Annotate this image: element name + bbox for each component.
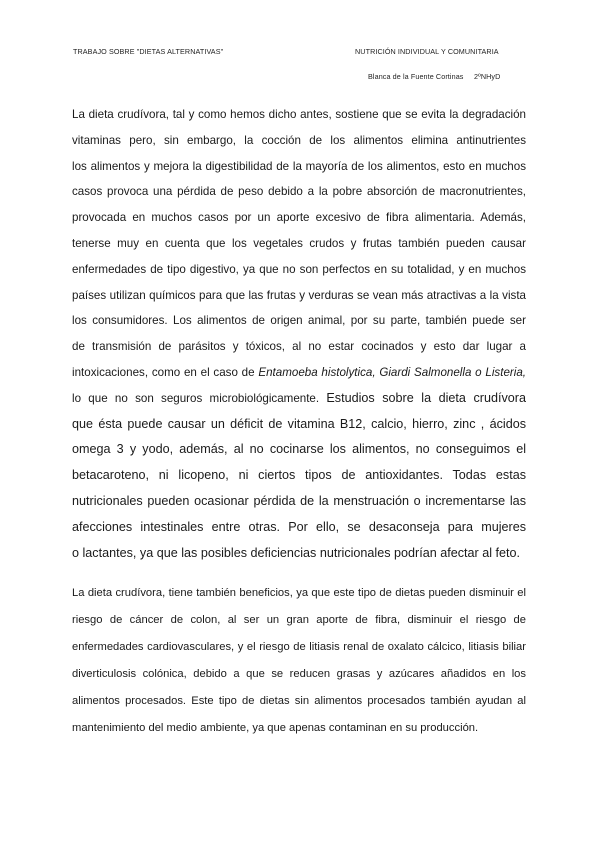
- header-left-title: TRABAJO SOBRE "DIETAS ALTERNATIVAS": [73, 47, 224, 56]
- paragraph-2-line: diverticulosis colónica, debido a que se reducen grasas y azúcares añadidos en los: [72, 668, 526, 680]
- paragraph-1-line: La dieta crudívora, tal y como hemos dicho antes, sostiene que se evita la degradación: [72, 108, 526, 121]
- paragraph-1-line: países utilizan químicos para que las frutas y verduras se vean más atractivas a la vista: [72, 288, 526, 302]
- header-author-line: [368, 72, 500, 81]
- header-course: 2ºNHyD: [474, 72, 501, 81]
- paragraph-1-line: los alimentos y mejora la digestibilidad de la mayoría de los alimentos, esto en muchos: [72, 159, 526, 173]
- paragraph-1-line: vitaminas pero, sin embargo, la cocción de los alimentos elimina antinutrientes: [72, 133, 526, 147]
- line-text: Estudios sobre la dieta crudívora: [326, 390, 526, 405]
- paragraph-2-line: mantenimiento del medio ambiente, ya que apenas contaminan en su producción.: [72, 722, 479, 734]
- paragraph-1-line: [72, 386, 526, 412]
- paragraph-1-line: afecciones intestinales entre otras. Por ello, se desaconseja para mujeres: [72, 519, 526, 534]
- paragraph-1-line: o lactantes, ya que las posibles deficiencias nutricionales podrían afectar al feto.: [72, 545, 521, 560]
- paragraph-1: [72, 102, 526, 566]
- line-text: intoxicaciones, como en el caso de: [72, 365, 259, 379]
- paragraph-1-line: provocada en muchos casos por un aporte excesivo de fibra alimentaria. Además,: [72, 211, 526, 225]
- paragraph-2-line: riesgo de cáncer de colon, al ser un gran aporte de fibra, disminuir el riesgo de: [72, 614, 526, 626]
- line-text: lo que no son seguros microbiológicamente.: [72, 391, 327, 405]
- paragraph-1-line: enfermedades de tipo digestivo, ya que no son perfectos en su totalidad, y en muchos: [72, 262, 526, 276]
- paragraph-1-line: nutricionales pueden ocasionar pérdida de la menstruación o incrementarse las: [72, 493, 526, 508]
- paragraph-1-line: betacaroteno, ni licopeno, ni ciertos tipos de antioxidantes. Todas estas: [72, 468, 526, 483]
- header-author: Blanca de la Fuente Cortinas: [368, 72, 464, 81]
- header-right-title: NUTRICIÓN INDIVIDUAL Y COMUNITARIA: [355, 47, 499, 56]
- paragraph-2: [72, 580, 526, 742]
- paragraph-1-line: de transmisión de parásitos y tóxicos, al no estar cocinados y esto dar lugar a: [72, 340, 526, 354]
- paragraph-1-line: [72, 360, 526, 386]
- paragraph-1-line: casos provoca una pérdida de peso debido a la pobre absorción de macronutrientes,: [72, 185, 526, 199]
- paragraph-2-line: enfermedades cardiovasculares, y el riesgo de litiasis renal de oxalato cálcico, litiasis biliar: [72, 641, 526, 653]
- paragraph-2-line: alimentos procesados. Este tipo de dietas sin alimentos procesados también ayudan al: [72, 695, 526, 707]
- paragraph-1-line: omega 3 y yodo, además, al no cocinarse los alimentos, no conseguimos el: [72, 442, 526, 457]
- paragraph-1-line: tenerse muy en cuenta que los vegetales crudos y frutas también pueden causar: [72, 236, 526, 250]
- organism-names: Entamoeba histolytica, Giardi Salmonella o Listeria,: [258, 365, 526, 379]
- paragraph-1-line: que ésta puede causar un déficit de vitamina B12, calcio, hierro, zinc , ácidos: [72, 416, 526, 431]
- paragraph-2-line: La dieta crudívora, tiene también beneficios, ya que este tipo de dietas pueden disminuir el: [72, 587, 526, 599]
- paragraph-1-line: los consumidores. Los alimentos de origen animal, por su parte, también puede ser: [72, 314, 526, 328]
